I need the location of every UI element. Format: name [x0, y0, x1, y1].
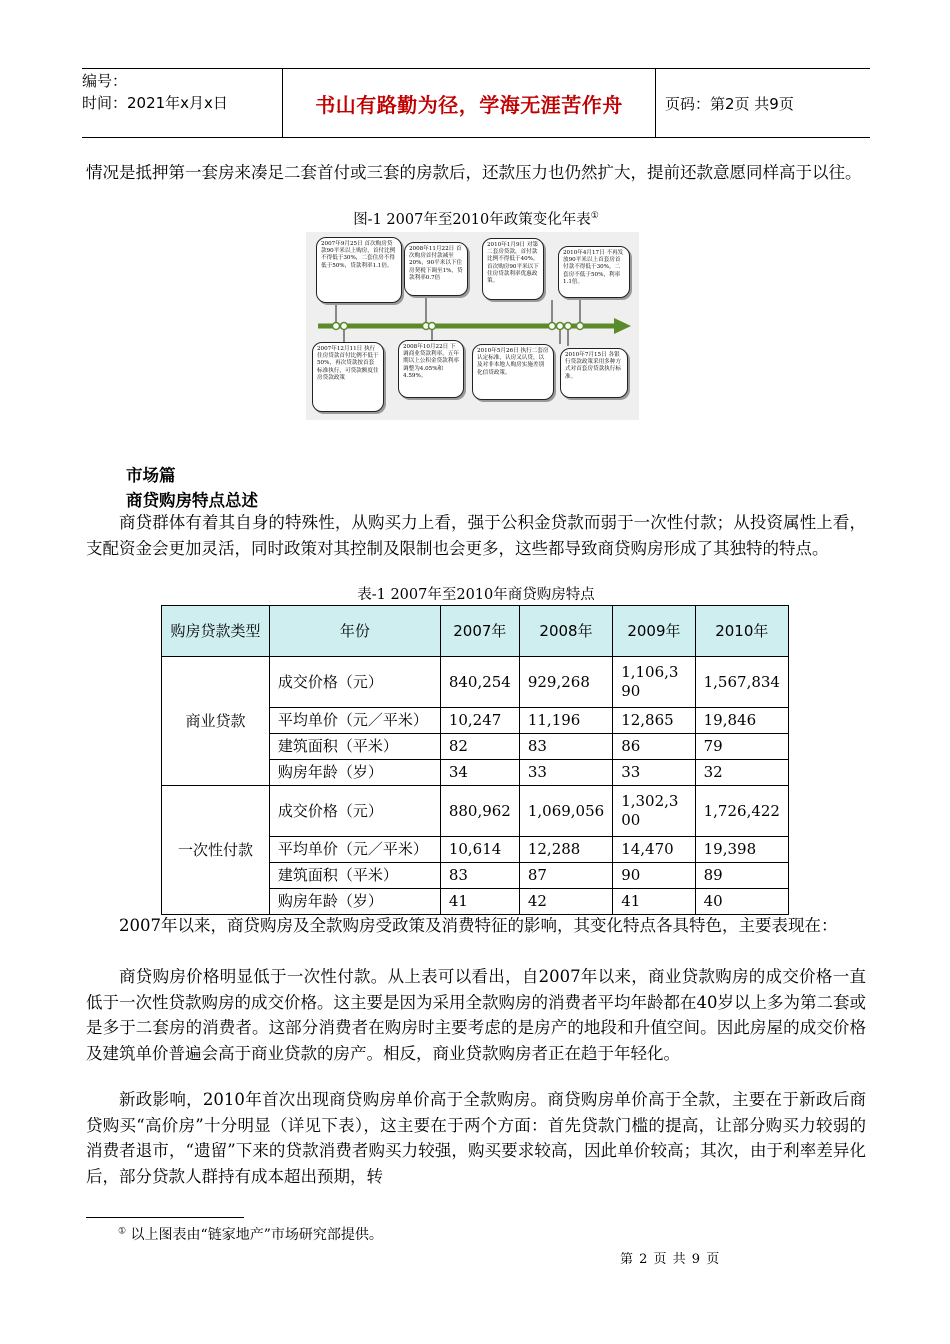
timeline-note: 2007年9月25日 首次购房贷款90平米以上购房，首付比例不得低于30%，二套住房不得低于50%，贷款利率1.1倍。 — [316, 237, 402, 303]
timeline-note: 2008年11月22日 首次购房首付款减至20%，90平米以下住房契税下调至1%，贷款利率0.7倍 — [404, 242, 468, 296]
table-header-year-col: 2007年 — [440, 606, 519, 657]
table-cell: 82 — [440, 734, 519, 760]
table-cell: 79 — [695, 734, 788, 760]
timeline-node — [549, 323, 556, 330]
table-cell: 83 — [440, 863, 519, 889]
timeline-note: 2008年10月22日 下调商业贷款利率，五年期以上公积金贷款利率调整为4.05%和4.59%。 — [398, 340, 464, 398]
table-cell: 87 — [519, 863, 612, 889]
table-cell: 10,614 — [440, 837, 519, 863]
timeline-note: 2007年12月11日 执行住房贷款首付比例不低于50%，再次贷款按首套标准执行，可贷款额度住房贷款政策 — [312, 342, 384, 412]
paragraph-price-lower: 商贷购房价格明显低于一次性付款。从上表可以看出，自2007年以来，商业贷款购房的成交价格一直低于一次性贷款购房的成交价格。这主要是因为采用全款购房的消费者平均年龄都在40岁以上多为第二套或是多于二套房的消费者。这部分消费者在购房时主要考虑的是房产的地段和升值空间。因此房屋的成交价格及建筑单价普遍会高于商业贷款的房产。相反，商业贷款购房者正在趋于年轻化。 — [86, 967, 866, 1063]
timeline-note: 2010年4月17日 不再发放90平米以上首套房首付款不得低于30%，二套房不低于50%，利率1.1倍。 — [558, 246, 630, 298]
footnote-mark: ① — [118, 1226, 127, 1237]
table-cell: 12,288 — [519, 837, 612, 863]
table-cell: 33 — [519, 760, 612, 786]
table-cell: 10,247 — [440, 708, 519, 734]
table-cell: 880,962 — [440, 786, 519, 837]
paragraph-loan-group: 商贷群体有着其自身的特殊性，从购买力上看，强于公积金贷款而弱于一次性付款；从投资属性上看，支配资金会更加灵活，同时政策对其控制及限制也会更多，这些都导致商贷购房形成了其独特的特点。 — [86, 513, 866, 558]
timeline-node — [577, 323, 584, 330]
footnote — [118, 1224, 383, 1244]
table-cell: 40 — [695, 889, 788, 915]
header-page-cell — [655, 69, 870, 137]
table-cell: 11,196 — [519, 708, 612, 734]
timeline-note: 2010年1月9日 对第二套房贷款，首付款比例不得低于40%，首次购房90平米以下住房贷款利率优惠政策。 — [482, 238, 544, 300]
table-cell: 41 — [613, 889, 695, 915]
table-group-label: 商业贷款 — [162, 657, 270, 786]
table-cell: 1,069,056 — [519, 786, 612, 837]
table-header-year-col: 2008年 — [519, 606, 612, 657]
header-time: 时间：2021年x月x日 — [82, 94, 228, 112]
timeline-node — [429, 323, 436, 330]
table-header-year-col: 2010年 — [695, 606, 788, 657]
table-cell: 33 — [613, 760, 695, 786]
table-cell: 42 — [519, 889, 612, 915]
table-row-label: 成交价格（元） — [269, 786, 440, 837]
table-cell: 1,726,422 — [695, 786, 788, 837]
header-motto-cell — [282, 69, 656, 137]
table-cell: 86 — [613, 734, 695, 760]
paragraph-since-2007: 2007年以来，商贷购房及全款购房受政策及消费特征的影响，其变化特点各具特色，主要表现在： — [119, 916, 838, 935]
timeline-note: 2010年7月15日 各银行贷款政策采用多种方式对首套房贷款执行标准。 — [560, 348, 628, 398]
table-row-label: 平均单价（元／平米） — [269, 837, 440, 863]
header-page-number: 页码：第2页 共9页 — [665, 94, 794, 113]
table-cell: 1,302,300 — [613, 786, 695, 837]
table-cell: 89 — [695, 863, 788, 889]
table-cell: 41 — [440, 889, 519, 915]
table-cell: 19,398 — [695, 837, 788, 863]
page-header — [82, 68, 870, 138]
table-row-label: 建筑面积（平米） — [269, 734, 440, 760]
timeline-arrowhead — [614, 318, 631, 334]
table-header-type: 购房贷款类型 — [162, 606, 270, 657]
section-heading-loan-features: 商贷购房特点总述 — [126, 491, 258, 510]
table-cell: 12,865 — [613, 708, 695, 734]
loan-features-table — [161, 605, 789, 915]
policy-timeline-figure — [306, 232, 639, 420]
table-row — [162, 786, 789, 837]
table-row-label: 成交价格（元） — [269, 657, 440, 708]
table-cell: 1,567,834 — [695, 657, 788, 708]
section-heading-market: 市场篇 — [126, 466, 176, 485]
paragraph-new-policy: 新政影响，2010年首次出现商贷购房单价高于全款购房。商贷购房单价高于全款，主要在于新政后商贷购买“高价房”十分明显（详见下表），这主要在于两个方面：首先贷款门槛的提高，让部分购买力较弱的消费者退市，“遗留”下来的贷款消费者购买力较强，购买要求较高，因此单价较高；其次，由于利率差异化后，部分贷款人群持有成本超出预期，转 — [86, 1090, 866, 1186]
intro-paragraph: 情况是抵押第一套房来凑足二套首付或三套的房款后，还款压力也仍然扩大，提前还款意愿同样高于以往。 — [86, 163, 862, 182]
table-cell: 19,846 — [695, 708, 788, 734]
figure-footnote-mark: ① — [590, 211, 599, 222]
table-header-year-col: 2009年 — [613, 606, 695, 657]
table-row-label: 建筑面积（平米） — [269, 863, 440, 889]
header-motto: 书山有路勤为径，学海无涯苦作舟 — [315, 92, 623, 117]
table-row-label: 购房年龄（岁） — [269, 889, 440, 915]
table-cell: 34 — [440, 760, 519, 786]
header-code: 编号： — [82, 72, 128, 90]
footnote-text: 以上图表由“链家地产”市场研究部提供。 — [130, 1227, 383, 1243]
figure-caption-text: 图-1 2007年至2010年政策变化年表 — [353, 212, 591, 228]
table-group-label: 一次性付款 — [162, 786, 270, 915]
table-cell: 929,268 — [519, 657, 612, 708]
table-cell: 1,106,390 — [613, 657, 695, 708]
timeline-node — [341, 323, 348, 330]
table-row — [162, 657, 789, 708]
timeline-node — [333, 323, 340, 330]
table-cell: 32 — [695, 760, 788, 786]
table-cell: 14,470 — [613, 837, 695, 863]
table-header-row — [162, 606, 789, 657]
table-row-label: 购房年龄（岁） — [269, 760, 440, 786]
figure-caption — [86, 208, 866, 229]
timeline-node — [565, 323, 572, 330]
timeline-node — [557, 323, 564, 330]
footnote-separator — [86, 1217, 244, 1218]
table-caption: 表-1 2007年至2010年商贷购房特点 — [357, 587, 595, 603]
table-cell: 90 — [613, 863, 695, 889]
table-row-label: 平均单价（元／平米） — [269, 708, 440, 734]
table-cell: 83 — [519, 734, 612, 760]
timeline-note: 2010年5月26日 执行二套房认定标准，认房又认贷，以及对非本地人购房实施差别化信贷政策。 — [472, 344, 554, 400]
table-header-year: 年份 — [269, 606, 440, 657]
page-footer: 第 2 页 共 9 页 — [620, 1252, 721, 1267]
header-meta — [82, 69, 282, 137]
table-cell: 840,254 — [440, 657, 519, 708]
